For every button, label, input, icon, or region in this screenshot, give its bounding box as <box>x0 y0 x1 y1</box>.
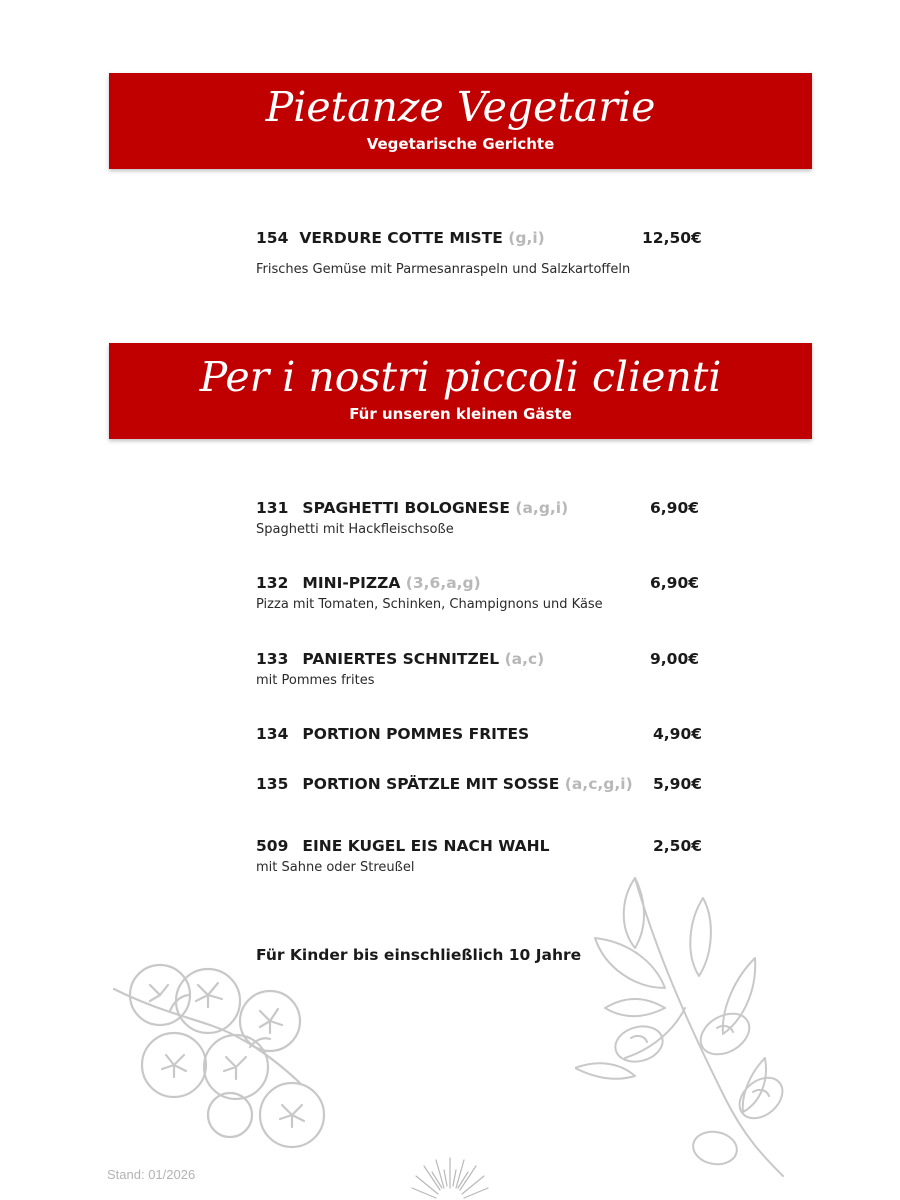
menu-item-131 <box>256 497 700 539</box>
item-description: Pizza mit Tomaten, Schinken, Champignons und Käse <box>256 597 603 612</box>
menu-item-154 <box>256 227 700 279</box>
menu-item-head <box>256 773 703 795</box>
menu-item-head <box>256 723 703 745</box>
item-name: VERDURE COTTE MISTE <box>299 229 503 247</box>
item-description: Spaghetti mit Hackfleischsoße <box>256 522 454 537</box>
item-allergens: (a,c) <box>504 650 545 668</box>
menu-item-head <box>256 648 700 670</box>
item-name: PANIERTES SCHNITZEL <box>302 650 500 668</box>
menu-item-135 <box>256 773 703 795</box>
item-number: 131 <box>256 499 289 517</box>
menu-item-head <box>256 572 700 594</box>
menu-item-133 <box>256 648 700 690</box>
item-number: 132 <box>256 574 289 592</box>
item-number: 135 <box>256 775 289 793</box>
item-number: 134 <box>256 725 289 743</box>
olive-branch-illustration <box>575 858 787 1180</box>
section-banner-vegetarian <box>109 73 812 169</box>
item-name: MINI-PIZZA <box>302 574 401 592</box>
item-name: PORTION SPÄTZLE MIT SOSSE <box>302 775 560 793</box>
tomato-vine-illustration <box>110 955 340 1165</box>
item-number: 133 <box>256 650 289 668</box>
section-title: Pietanze Vegetarie <box>265 83 656 131</box>
item-name: SPAGHETTI BOLOGNESE <box>302 499 510 517</box>
menu-item-134 <box>256 723 703 745</box>
item-price: 5,90€ <box>653 775 703 793</box>
item-price: 6,90€ <box>650 574 700 592</box>
item-name: PORTION POMMES FRITES <box>302 725 530 743</box>
sunburst-ornament <box>410 1155 490 1200</box>
menu-item-head <box>256 497 700 519</box>
item-description: mit Sahne oder Streußel <box>256 860 415 875</box>
item-price: 9,00€ <box>650 650 700 668</box>
menu-item-132 <box>256 572 700 614</box>
item-number: 154 <box>256 229 289 247</box>
item-allergens: (3,6,a,g) <box>405 574 481 592</box>
item-number: 509 <box>256 837 289 855</box>
item-allergens: (a,c,g,i) <box>564 775 633 793</box>
section-banner-kids <box>109 343 812 439</box>
section-title: Per i nostri piccoli clienti <box>199 353 722 401</box>
item-description: mit Pommes frites <box>256 673 375 688</box>
age-note: Für Kinder bis einschließlich 10 Jahre <box>256 946 582 964</box>
item-name: EINE KUGEL EIS NACH WAHL <box>302 837 550 855</box>
item-price: 2,50€ <box>653 837 703 855</box>
section-subtitle: Vegetarische Gerichte <box>366 135 555 153</box>
stand-date: Stand: 01/2026 <box>107 1167 196 1182</box>
item-allergens: (a,g,i) <box>515 499 569 517</box>
item-price: 12,50€ <box>642 229 702 247</box>
item-price: 4,90€ <box>653 725 703 743</box>
menu-item-head <box>256 835 703 857</box>
section-subtitle: Für unseren kleinen Gäste <box>349 405 572 423</box>
item-allergens: (g,i) <box>508 229 545 247</box>
item-description: Frisches Gemüse mit Parmesanraspeln und Salzkartoffeln <box>256 262 631 277</box>
item-price: 6,90€ <box>650 499 700 517</box>
menu-item-head <box>256 227 700 249</box>
